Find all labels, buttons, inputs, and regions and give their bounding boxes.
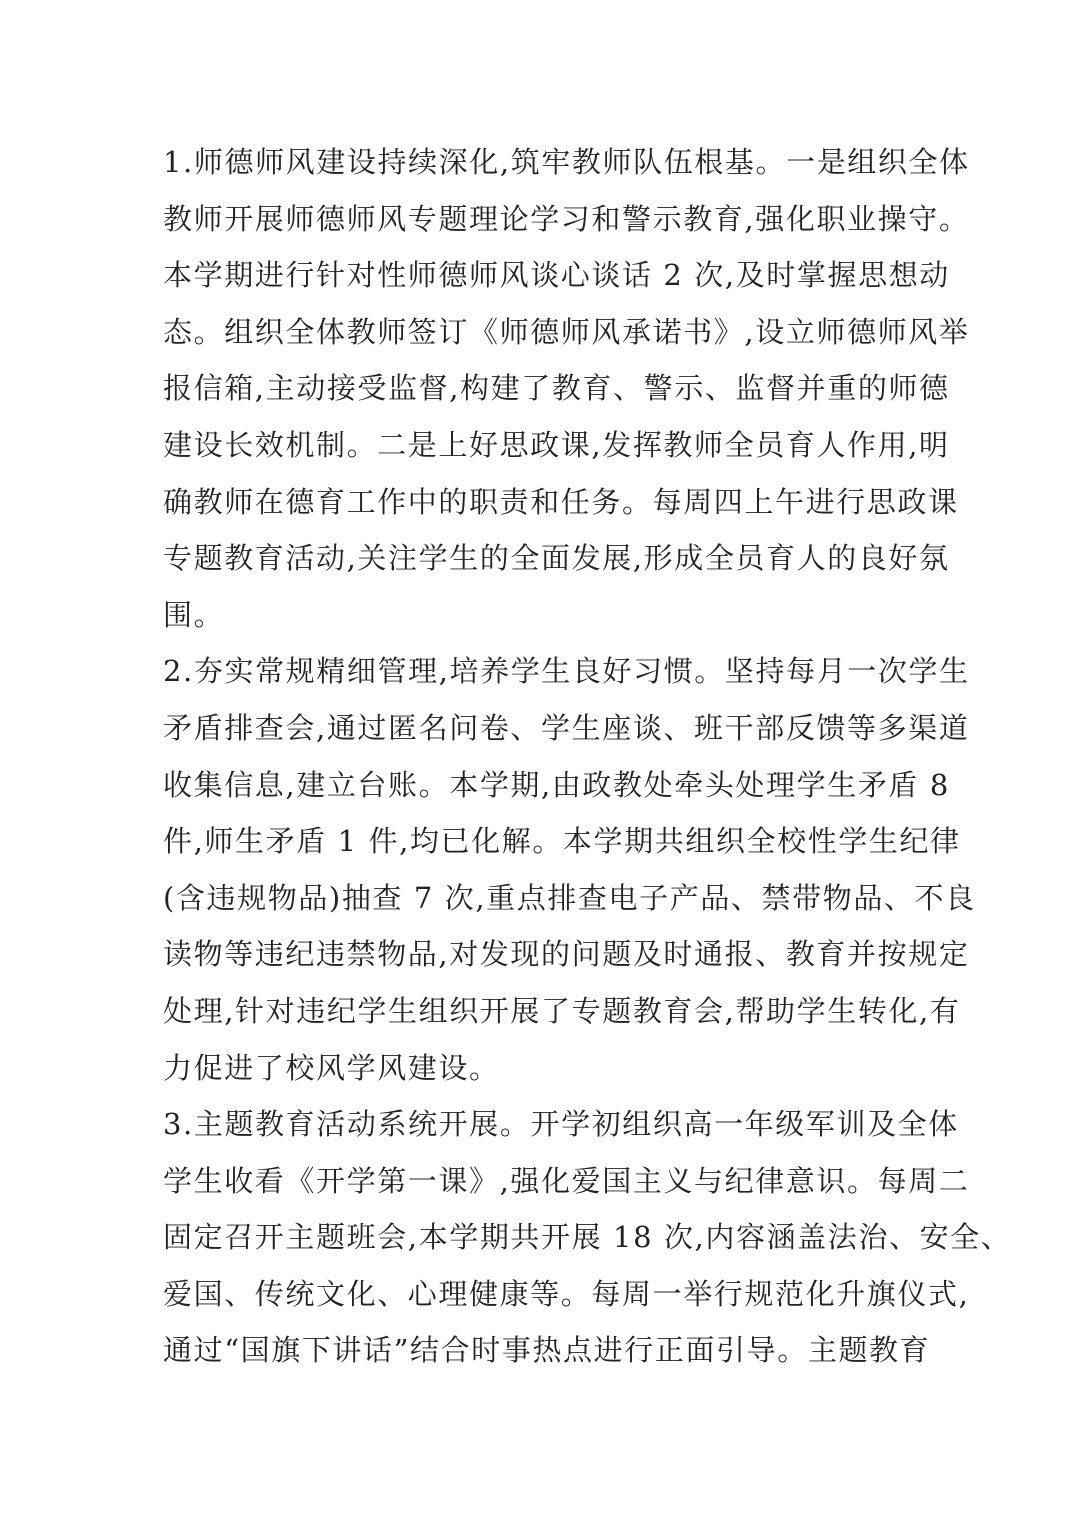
paragraph-2 (163, 643, 976, 1096)
text-line: (含违规物品)抽查 7 次,重点排查电子产品、禁带物品、不良 (163, 880, 976, 915)
text-line: 固定召开主题班会,本学期共开展 18 次,内容涵盖法治、安全、 (163, 1220, 1012, 1255)
text-line: 收集信息,建立台账。本学期,由政教处牵头处理学生矛盾 8 (163, 767, 950, 802)
paragraph-1 (163, 134, 970, 643)
text-line: 件,师生矛盾 1 件,均已化解。本学期共组织全校性学生纪律 (163, 824, 961, 859)
text-line: 专题教育活动,关注学生的全面发展,形成全员育人的良好氛 (163, 541, 950, 576)
text-line: 1.师德师风建设持续深化,筑牢教师队伍根基。一是组织全体 (163, 145, 970, 179)
text-line: 建设长效机制。二是上好思政课,发挥教师全员育人作用,明 (163, 427, 950, 462)
text-line: 2.夯实常规精细管理,培养学生良好习惯。坚持每月一次学生 (163, 654, 970, 689)
text-line: 矛盾排查会,通过匿名问卷、学生座谈、班干部反馈等多渠道 (163, 710, 970, 745)
paragraph-3 (163, 1096, 1012, 1379)
text-line: 确教师在德育工作中的职责和任务。每周四上午进行思政课 (163, 484, 959, 519)
text-line: 3.主题教育活动系统开展。开学初组织高一年级军训及全体 (163, 1107, 959, 1142)
text-line: 读物等违纪违禁物品,对发现的问题及时通报、教育并按规定 (163, 937, 970, 972)
text-line: 爱国、传统文化、心理健康等。每周一举行规范化升旗仪式, (163, 1276, 970, 1311)
text-line: 学生收看《开学第一课》,强化爱国主义与纪律意识。每周二 (163, 1163, 970, 1198)
text-line: 报信箱,主动接受监督,构建了教育、警示、监督并重的师德 (163, 371, 950, 406)
text-line: 围。 (163, 597, 225, 632)
text-line: 态。组织全体教师签订《师德师风承诺书》,设立师德师风举 (163, 314, 970, 349)
text-line: 教师开展师德师风专题理论学习和警示教育,强化职业操守。 (163, 201, 970, 236)
text-line: 力促进了校风学风建设。 (163, 1050, 500, 1085)
text-line: 通过“国旗下讲话”结合时事热点进行正面引导。主题教育 (163, 1333, 931, 1368)
body-text (163, 134, 1012, 1379)
text-line: 本学期进行针对性师德师风谈心谈话 2 次,及时掌握思想动 (163, 258, 950, 293)
text-line: 处理,针对违纪学生组织开展了专题教育会,帮助学生转化,有 (163, 993, 961, 1028)
